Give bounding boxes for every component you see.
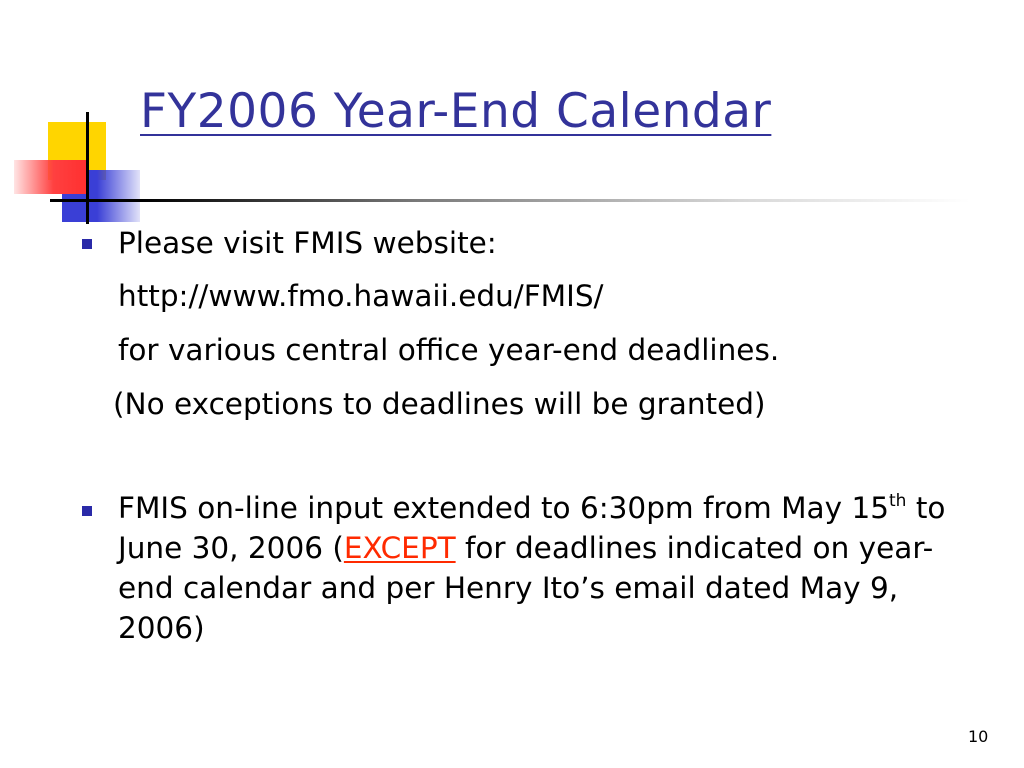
fmis-website-url: http://www.fmo.hawaii.edu/FMIS/ [118,279,604,313]
title-divider-line [50,199,970,202]
page-number: 10 [968,727,989,746]
logo-vertical-line [86,112,89,224]
ordinal-suffix: th [888,491,907,511]
bullet1-line3: for various central office year-end deadlines. [118,333,780,367]
logo-red-square [14,160,86,194]
bullet2-text-middle: to June 30, 2006 ( [118,491,946,565]
bullet1-line1: Please visit FMIS website: [118,226,497,260]
bullet1-line4: (No exceptions to deadlines will be granted) [113,387,766,421]
bullet2-text-end: for deadlines indicated on year-end calendar and per Henry Ito’s email dated May 9, 2006) [118,531,934,645]
slide-title: FY2006 Year-End Calendar [140,84,772,139]
bullet-marker-2 [82,506,92,516]
bullet2-text-start: FMIS on-line input extended to 6:30pm from May 15 [118,491,889,525]
bullet-marker-1 [82,239,92,249]
bullet2-paragraph [118,488,968,648]
except-emphasis: EXCEPT [343,531,456,565]
